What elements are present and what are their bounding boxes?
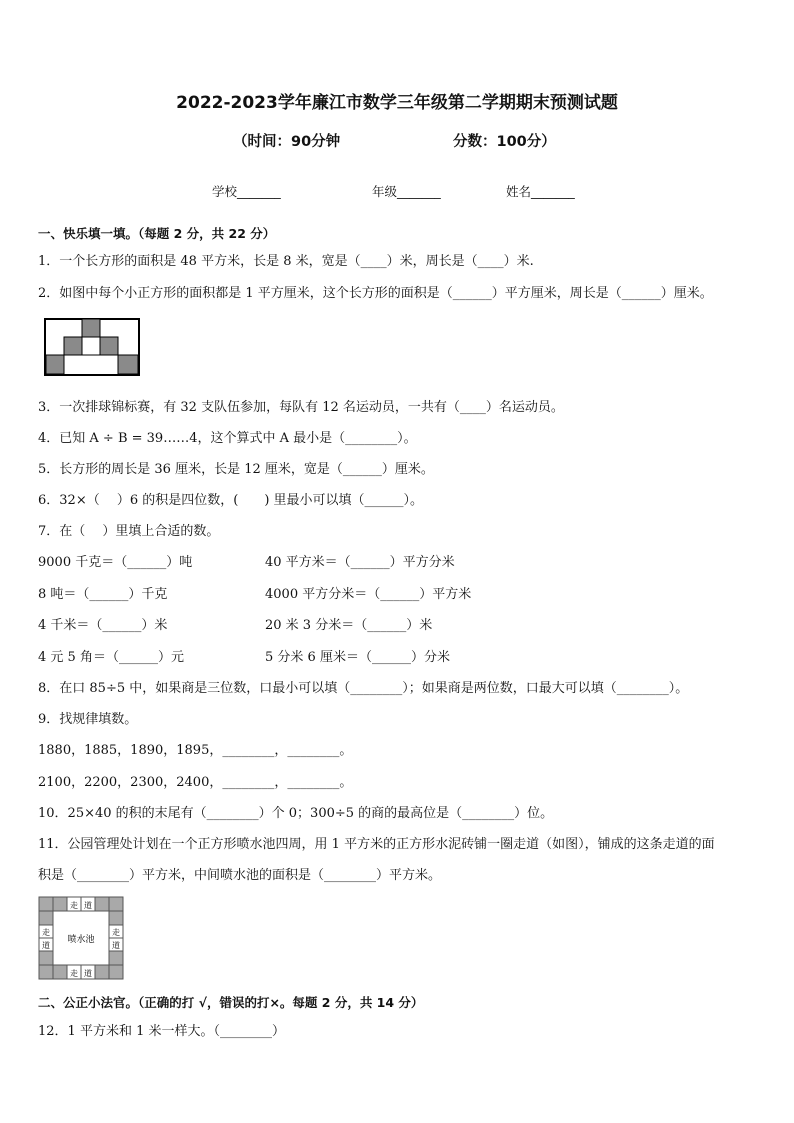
pattern-line-2: 2100，2200，2300，2400，________，________。 <box>38 775 353 790</box>
question-5: 5．长方形的周长是 36 厘米，长是 12 厘米，宽是（______）厘米。 <box>38 462 434 477</box>
conversion-cell: 8 吨＝（______）千克 <box>38 587 168 602</box>
question-3: 3．一次排球锦标赛，有 32 支队伍参加，每队有 12 名运动员，一共有（____）名运动员。 <box>38 400 564 415</box>
walkway-label: 道 <box>42 941 50 950</box>
walkway-label: 道 <box>84 901 92 910</box>
school-field: 学校_______ <box>212 184 281 199</box>
grade-field: 年级_______ <box>372 184 441 199</box>
question-6: 6．32×（ ）6 的积是四位数，( ) 里最小可以填（______）。 <box>38 493 424 508</box>
conversion-cell: 5 分米 6 厘米＝（______）分米 <box>265 650 450 665</box>
question-11-cont: 积是（________）平方米，中间喷水池的面积是（________）平方米。 <box>38 868 442 883</box>
question-7: 7．在（ ）里填上合适的数。 <box>38 524 220 539</box>
section2-heading: 二、公正小法官。（正确的打 √，错误的打×。每题 2 分，共 14 分） <box>38 995 424 1010</box>
rectangle-squares-figure <box>44 318 142 378</box>
question-12: 12．1 平方米和 1 米一样大。（________） <box>38 1024 285 1039</box>
conversion-cell: 9000 千克＝（______）吨 <box>38 555 193 570</box>
question-10: 10．25×40 的积的末尾有（________）个 0；300÷5 的商的最高位是（________）位。 <box>38 806 554 821</box>
conversion-cell: 4000 平方分米＝（______）平方米 <box>265 587 472 602</box>
walkway-label: 走 <box>70 901 78 910</box>
score-label: 分数：100分） <box>453 134 556 150</box>
walkway-label: 走 <box>112 928 120 937</box>
question-1: 1．一个长方形的面积是 48 平方米，长是 8 米，宽是（____）米，周长是（____）米. <box>38 254 534 269</box>
walkway-label: 道 <box>84 969 92 978</box>
name-field: 姓名_______ <box>506 184 575 199</box>
walkway-label: 走 <box>42 928 50 937</box>
question-11: 11．公园管理处计划在一个正方形喷水池四周，用 1 平方米的正方形水泥砖铺一圈走道（如图），铺成的这条走道的面 <box>38 837 715 852</box>
walkway-label: 走 <box>70 969 78 978</box>
conversion-cell: 20 米 3 分米＝（______）米 <box>265 618 433 633</box>
time-label: （时间：90分钟 <box>233 134 341 150</box>
pattern-line-1: 1880，1885，1890，1895，________，________。 <box>38 743 353 758</box>
question-2: 2．如图中每个小正方形的面积都是 1 平方厘米，这个长方形的面积是（______）平方厘米，周长是（______）厘米。 <box>38 286 713 301</box>
walkway-label: 道 <box>112 941 120 950</box>
question-8: 8．在口 85÷5 中，如果商是三位数，口最小可以填（________）；如果商是两位数，口最大可以填（________）。 <box>38 681 689 696</box>
question-4: 4．已知 A ÷ B = 39……4，这个算式中 A 最小是（________）。 <box>38 431 417 446</box>
question-9: 9．找规律填数。 <box>38 712 138 727</box>
pool-label: 喷水池 <box>67 935 95 945</box>
pool-walkway-figure <box>38 896 126 982</box>
conversion-cell: 4 元 5 角＝（______）元 <box>38 650 184 665</box>
conversion-cell: 40 平方米＝（______）平方分米 <box>265 555 455 570</box>
page-title: 2022-2023学年廉江市数学三年级第二学期期末预测试题 <box>176 93 618 113</box>
section1-heading: 一、快乐填一填。（每题 2 分，共 22 分） <box>38 226 276 241</box>
conversion-cell: 4 千米＝（______）米 <box>38 618 168 633</box>
